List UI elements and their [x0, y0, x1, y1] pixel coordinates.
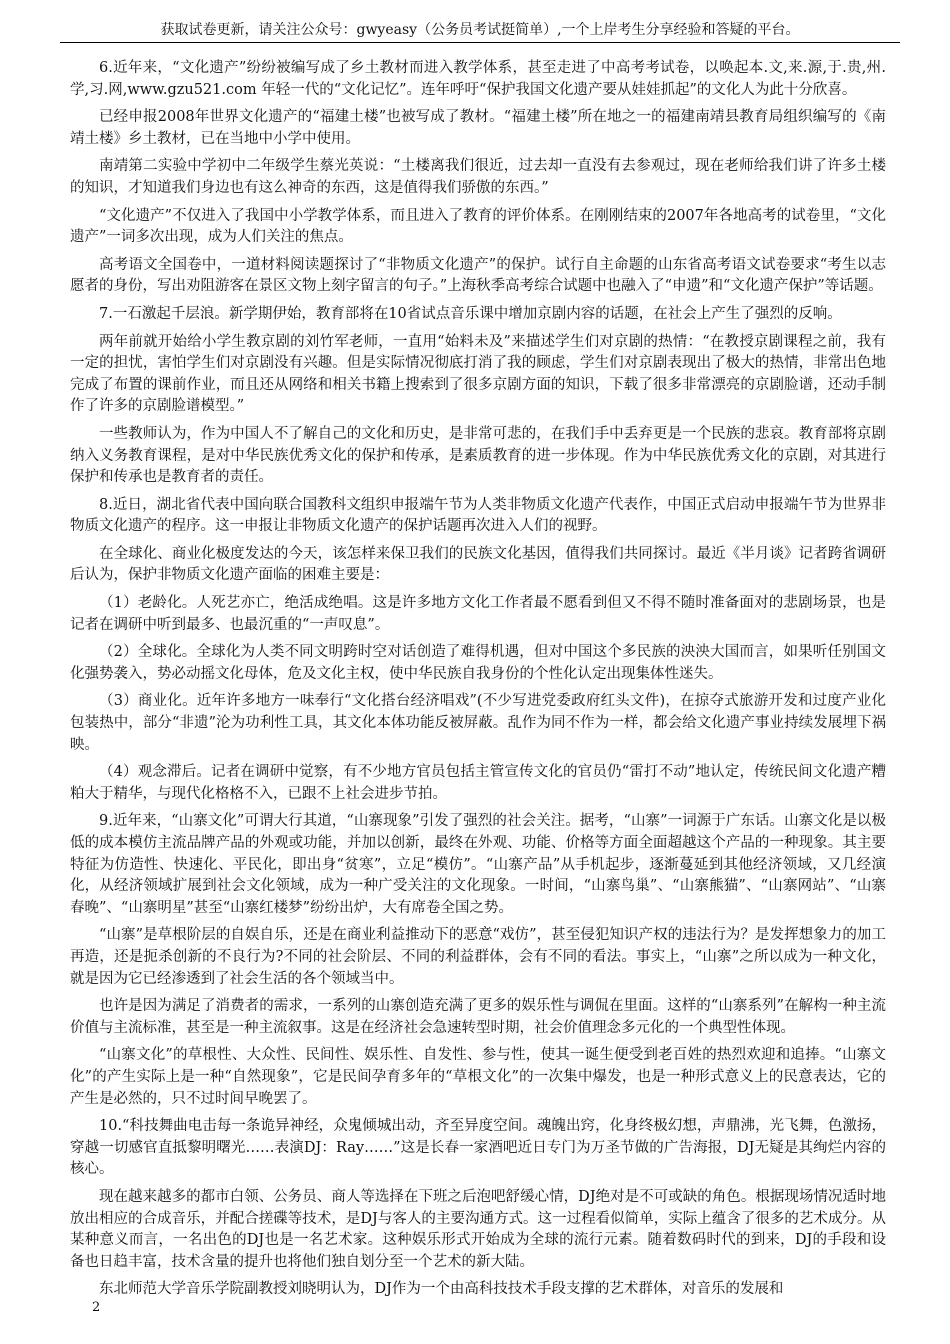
- paragraph: 9.近年来，“山寨文化”可谓大行其道，“山寨现象”引发了强烈的社会关注。据考，“山寨”一词源于广东话。山寨文化是以极低的成本模仿主流品牌产品的外观或功能，并加以创新，最终在外观、功能、价格等方面全面超越这个产品的一种现象。其主要特征为仿造性、快速化、平民化，即出身“贫寒”，立足“模仿”。“山寨产品”从手机起步，逐渐蔓延到其他经济领域，又几经演化，从经济领域扩展到社会文化领域，成为一种广受关注的文化现象。一时间，“山寨鸟巢”、“山寨熊猫”、“山寨网站”、“山寨春晚”、“山寨明星”甚至“山寨红楼梦”纷纷出炉，大有席卷全国之势。: [70, 813, 886, 916]
- paragraph: （1）老龄化。人死艺亦亡，绝活成绝唱。这是许多地方文化工作者最不愿看到但又不得不随时准备面对的悲剧场景，也是记者在调研中听到最多、也最沉重的“一声叹息”。: [70, 595, 886, 633]
- paragraph: （4）观念滞后。记者在调研中觉察，有不少地方官员包括主管宣传文化的官员仍“雷打不动”地认定，传统民间文化遗产糟粕大于精华，与现代化格格不入，已跟不上社会进步节拍。: [70, 764, 886, 802]
- paragraph: （3）商业化。近年许多地方一味奉行“文化搭台经济唱戏”(不少写进党委政府红头文件)，在掠夺式旅游开发和过度产业化包装热中，部分“非遗”沦为功利性工具，其文化本体功能反被屏蔽。乱作为同不作为一样，都会给文化遗产事业持续发展埋下祸映。: [70, 693, 886, 753]
- paragraph: 在全球化、商业化极度发达的今天，该怎样来保卫我们的民族文化基因，值得我们共同探讨。最近《半月谈》记者跨省调研后认为，保护非物质文化遗产面临的困难主要是：: [70, 545, 886, 584]
- paragraph: “山寨文化”的草根性、大众性、民间性、娱乐性、自发性、参与性，使其一诞生便受到老百姓的热烈欢迎和追捧。“山寨文化”的产生实际上是一种“自然现象”，它是民间孕育多年的“草根文化”的一次集中爆发，也是一种形式意义上的民意表达，它的产生是必然的，只不过时间早晚罢了。: [70, 1047, 886, 1107]
- page-number: 2: [92, 1300, 101, 1315]
- paragraph: （2）全球化。全球化为人类不同文明跨时空对话创造了难得机遇，但对中国这个多民族的泱泱大国而言，如果听任别国文化强势袭入，势必动摇文化母体，危及文化主权，使中华民族自我身份的个性化认定出现集体性迷失。: [70, 644, 886, 682]
- document-body: [70, 58, 886, 1307]
- paragraph: 一些教师认为，作为中国人不了解自己的文化和历史，是非常可悲的，在我们手中丢弃更是一个民族的悲哀。教育部将京剧纳入义务教育课程，是对中华民族优秀文化的保护和传承，是素质教育的进一步体现。作为中华民族优秀文化的京剧，对其进行保护和传承也是教育者的责任。: [70, 425, 886, 486]
- paragraph: 8.近日，湖北省代表中国向联合国教科文组织申报端午节为人类非物质文化遗产代表作，中国正式启动申报端午节为世界非物质文化遗产的程序。这一申报让非物质文化遗产的保护话题再次进入人们的视野。: [70, 496, 886, 535]
- paragraph: 也许是因为满足了消费者的需求，一系列的山寨创造充满了更多的娱乐性与调侃在里面。这样的“山寨系列”在解构一种主流价值与主流标准，甚至是一种主流叙事。这是在经济社会急速转型时期，社会价值理念多元化的一个典型性体现。: [70, 998, 886, 1036]
- paragraph: “山寨”是草根阶层的自娱自乐，还是在商业利益推动下的恶意“戏仿”，甚至侵犯知识产权的违法行为？是发挥想象力的加工再造，还是扼杀创新的不良行为?不同的社会阶层、不同的利益群体，会有不同的看法。事实上，“山寨”之所以成为一种文化，就是因为它已经渗透到了社会生活的各个领域当中。: [70, 927, 886, 987]
- paragraph: 两年前就开始给小学生教京剧的刘竹军老师，一直用“始料未及”来描述学生们对京剧的热情：“在教授京剧课程之前，我有一定的担忧，害怕学生们对京剧没有兴趣。但是实际情况彻底打消了我的顾虑，学生们对京剧表现出了极大的热情，非常出色地完成了布置的课前作业，而且还从网络和相关书籍上搜索到了很多京剧方面的知识，下载了很多非常漂亮的京剧脸谱，还动手制作了许多的京剧脸谱模型。”: [70, 333, 886, 415]
- paragraph: “文化遗产”不仅进入了我国中小学教学体系，而且进入了教育的评价体系。在刚刚结束的2007年各地高考的试卷里，“文化遗产”一词多次出现，成为人们关注的焦点。: [70, 207, 886, 246]
- page-header: 获取试卷更新，请关注公众号：gwyeasy（公务员考试挺简单）,一个上岸考生分享经验和答疑的平台。: [160, 22, 800, 38]
- paragraph: 10.“科技舞曲电击每一条诡异神经，众鬼倾城出动，齐至异度空间。魂魄出窍，化身终极幻想，声鼎沸，光飞舞，色激扬，穿越一切感官直抵黎明曙光……表演DJ：Ray……”这是长春一家酒吧近日专门为万圣节做的广告海报，DJ无疑是其绚烂内容的核心。: [70, 1118, 886, 1178]
- paragraph: 6.近年来，“文化遗产”纷纷被编写成了乡土教材而进入教学体系，甚至走进了中高考考试卷，以唤起本.文,来.源,于.贵,州.学,习.网,www.gzu521.com 年轻一代的“文化记忆”。连年呼吁“保护我国文化遗产要从娃娃抓起”的文化人为此十分欣喜。: [70, 60, 886, 98]
- paragraph: 已经申报2008年世界文化遗产的“福建土楼”也被写成了教材。“福建土楼”所在地之一的福建南靖县教育局组织编写的《南靖土楼》乡土教材，已在当地中小学中使用。: [70, 109, 886, 147]
- header-divider: [60, 42, 900, 43]
- paragraph: 现在越来越多的都市白领、公务员、商人等选择在下班之后泡吧舒缓心情，DJ绝对是不可或缺的角色。根据现场情况适时地放出相应的合成音乐，并配合搓碟等技术，是DJ与客人的主要沟通方式。这一过程看似简单，实际上蕴含了很多的艺术成分。从某种意义而言，一名出色的DJ也是一名艺术家。这种娱乐形式开始成为全球的流行元素。随着数码时代的到来，DJ的手段和设备也日趋丰富，技术含量的提升也将他们独自划分至一个艺术的新大陆。: [70, 1188, 886, 1270]
- paragraph: 7.一石激起千层浪。新学期伊始，教育部将在10省试点音乐课中增加京剧内容的话题，在社会上产生了强烈的反响。: [99, 305, 842, 322]
- paragraph: 高考语文全国卷中，一道材料阅读题探讨了“非物质文化遗产”的保护。试行自主命题的山东省高考语文试卷要求“考生以志愿者的身份，写出劝阻游客在景区文物上刻字留言的句子。”上海秋季高考综合试题中也融入了“申遗”和“文化遗产保护”等话题。: [70, 256, 886, 295]
- paragraph: 东北师范大学音乐学院副教授刘晓明认为，DJ作为一个由高科技技术手段支撑的艺术群体，对音乐的发展和: [99, 1281, 784, 1298]
- paragraph: 南靖第二实验中学初中二年级学生蔡光英说：“土楼离我们很近，过去却一直没有去参观过，现在老师给我们讲了许多土楼的知识，才知道我们身边也有这么神奇的东西，这是值得我们骄傲的东西。”: [70, 158, 886, 196]
